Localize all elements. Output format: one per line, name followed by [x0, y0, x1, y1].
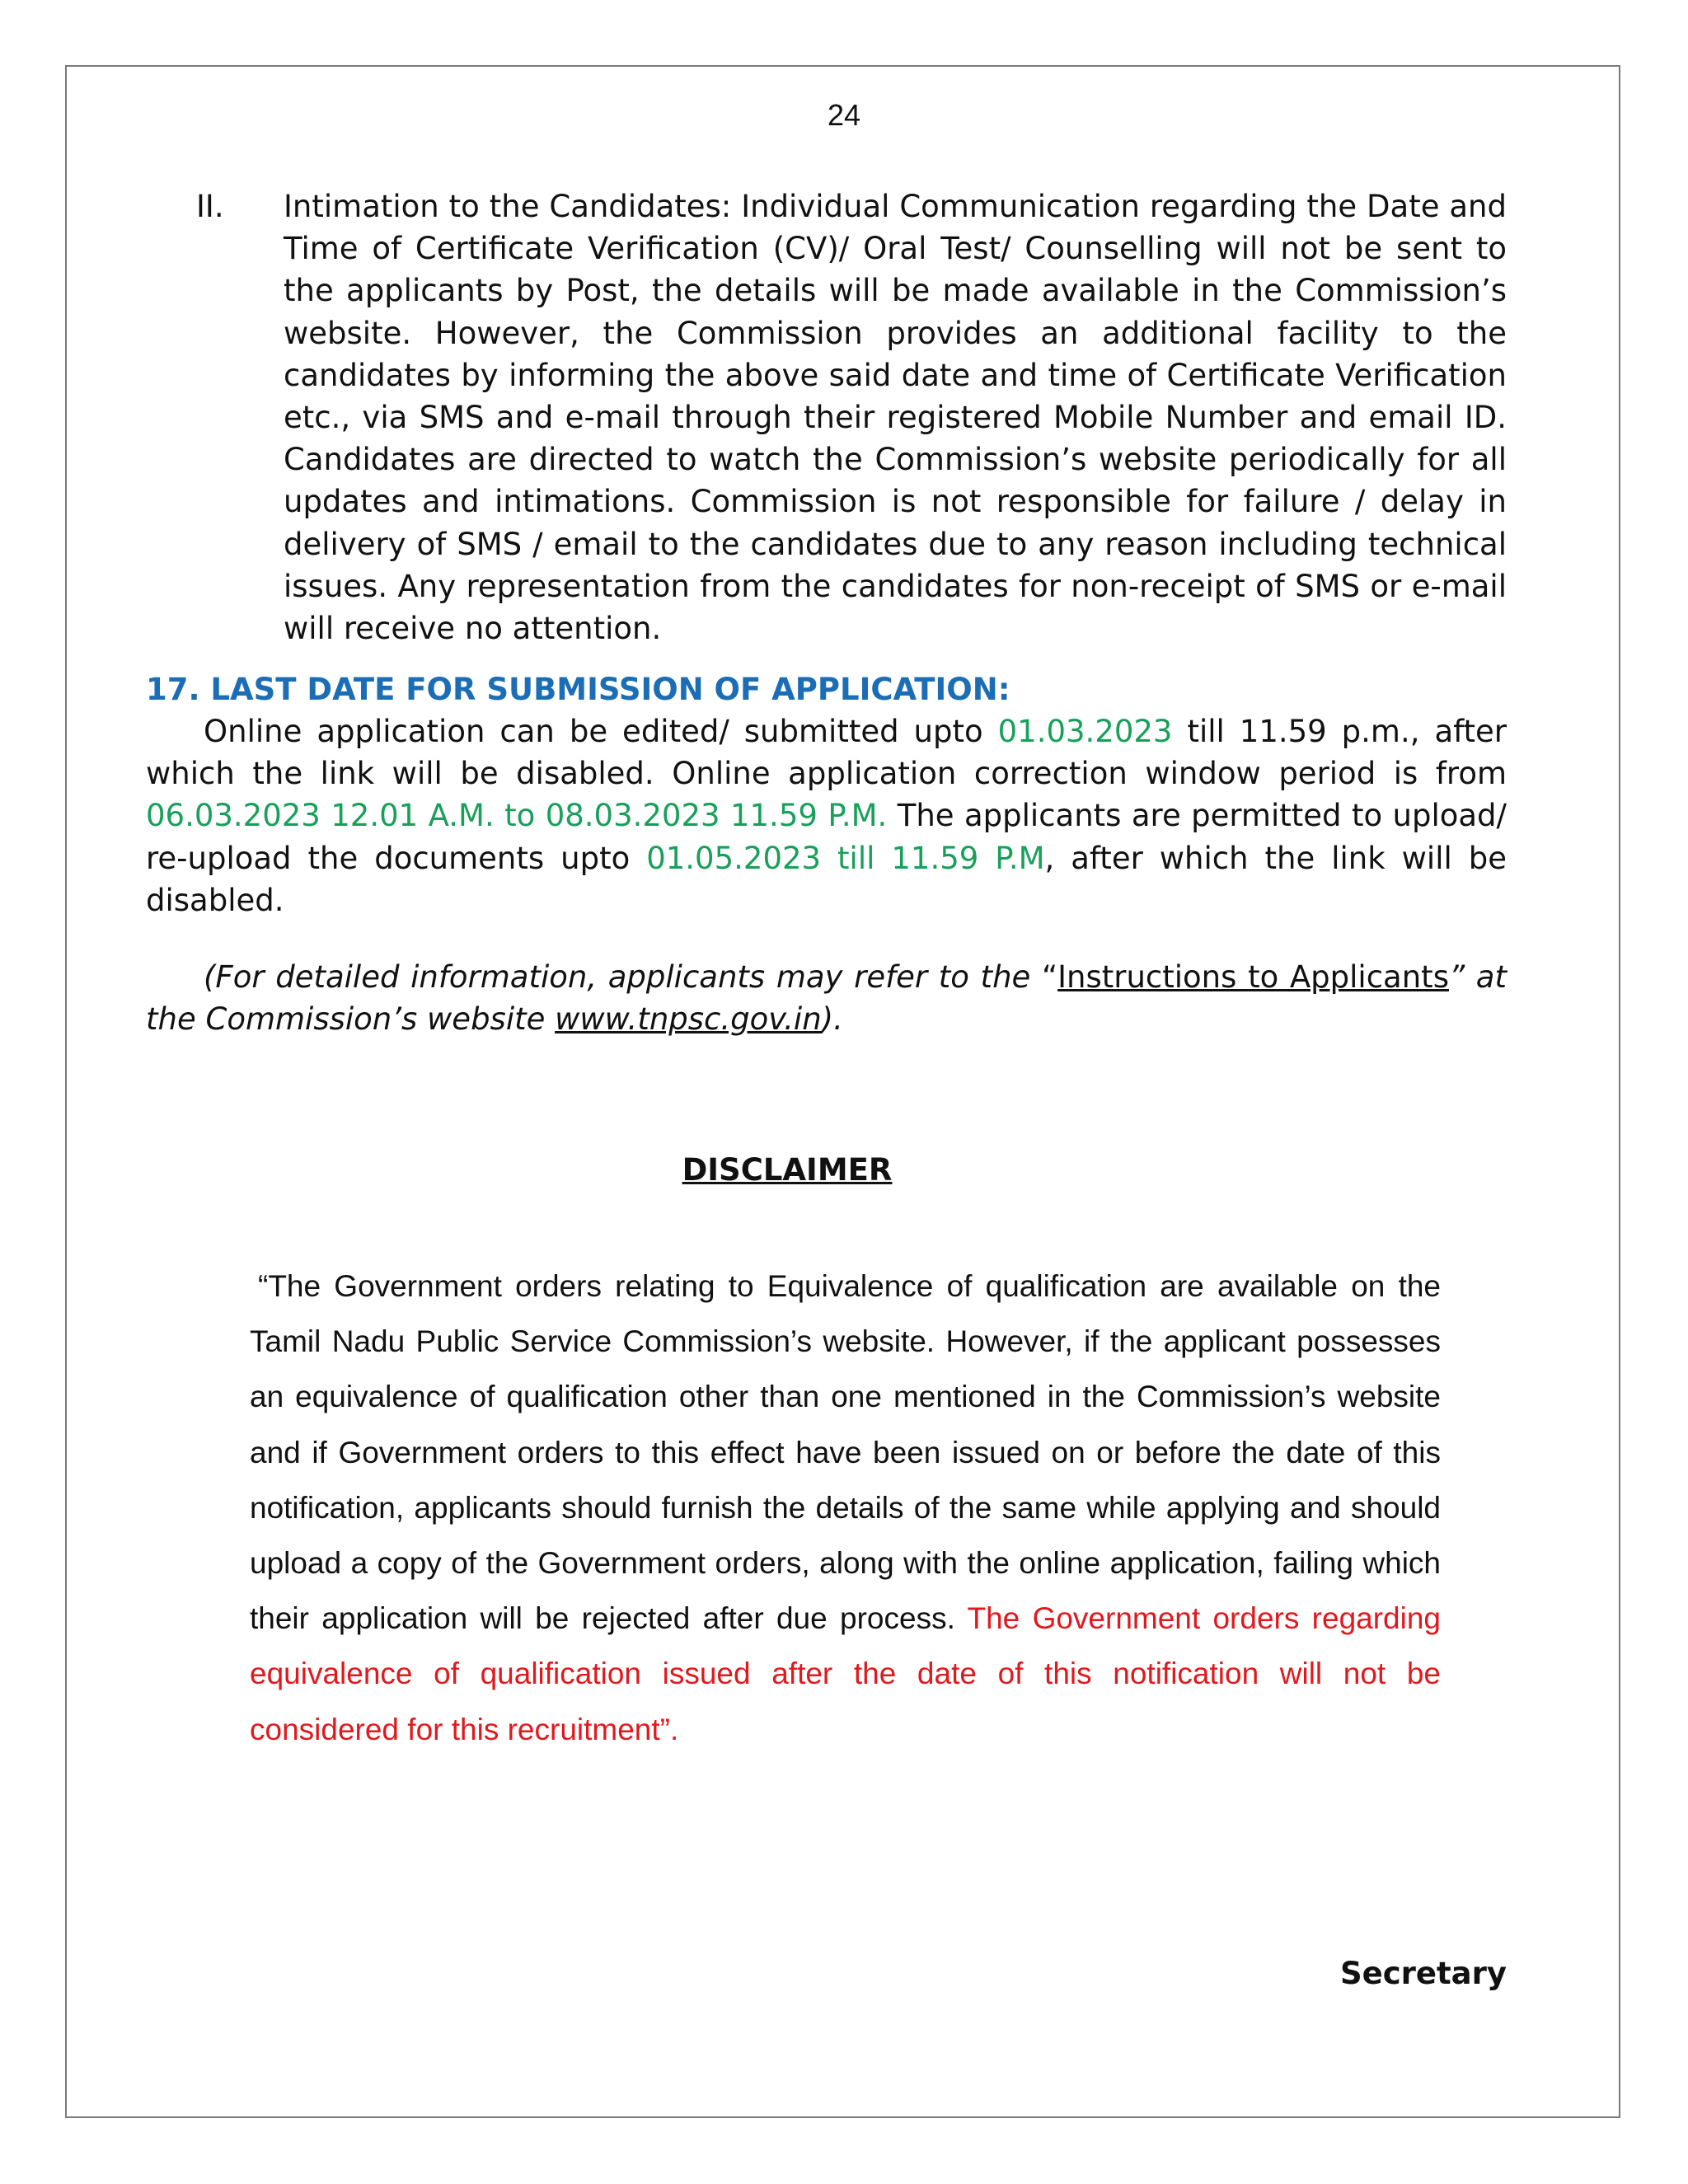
note-quote-open: “: [1041, 959, 1058, 995]
note-text-2: ” at the Commission’s website: [146, 959, 1507, 1038]
website-link[interactable]: www.tnpsc.gov.in: [555, 1001, 822, 1038]
last-date-text-3: The applicants are permitted to upload/ re-upload the documents upto: [146, 798, 1507, 876]
item-roman-numeral: II.: [196, 189, 224, 224]
intimation-item: [196, 185, 1507, 649]
instructions-link[interactable]: Instructions to Applicants: [1057, 959, 1449, 995]
upload-date: 01.05.2023 till 11.59 P.M: [646, 840, 1045, 876]
note-text-1: (For detailed information, applicants may refer to the: [204, 959, 1042, 995]
section-heading-last-date: 17. LAST DATE FOR SUBMISSION OF APPLICATION:: [146, 672, 1010, 707]
correction-window: 06.03.2023 12.01 A.M. to 08.03.2023 11.59 P.M.: [146, 798, 888, 834]
disclaimer-text-main: “The Government orders relating to Equivalence of qualification are available on the Tamil Nadu Public Service Commission’s website. However, if the applicant possesses an equivalence of qualification other than one mentioned in the Commission’s website and if Government orders to this effect have been issued on or before the date of this notification, applicants should furnish the details of the same while applying and should upload a copy of the Government orders, along with the online application, failing which their application will be rejected after due process.: [250, 1269, 1441, 1636]
last-date-text-2: till 11.59 p.m., after which the link will be disabled. Online application correction window period is from: [146, 714, 1507, 792]
detailed-information-note: [146, 956, 1507, 1040]
disclaimer-text: [250, 1258, 1441, 1757]
disclaimer-title: DISCLAIMER: [682, 1152, 893, 1188]
page-number: 24: [827, 98, 861, 132]
last-date-paragraph: [146, 710, 1507, 921]
intimation-text: Intimation to the Candidates: Individual Communication regarding the Date and Time of Certificate Verification (CV)/ Oral Test/ Counselling will not be sent to the applicants by Post, the details will be made available in the Commission’s website. However, the Commission provides an additional facility to the candidates by informing the above said date and time of Certificate Verification etc., via SMS and e-mail through their registered Mobile Number and email ID. Candidates are directed to watch the Commission’s website periodically for all updates and intimations. Commission is not responsible for failure / delay in delivery of SMS / email to the candidates due to any reason including technical issues. Any representation from the candidates for non-receipt of SMS or e-mail will receive no attention.: [284, 189, 1507, 647]
last-date-text-1: Online application can be edited/ submitted upto: [204, 714, 998, 749]
last-date-text-4: , after which the link will be disabled.: [146, 840, 1507, 918]
note-text-3: ).: [821, 1001, 843, 1038]
disclaimer-warning: The Government orders regarding equivalence of qualification issued after the date of this notification will not be considered for this recruitment”.: [250, 1601, 1441, 1746]
signature-secretary: Secretary: [1339, 1956, 1507, 1991]
submission-date: 01.03.2023: [997, 714, 1173, 749]
